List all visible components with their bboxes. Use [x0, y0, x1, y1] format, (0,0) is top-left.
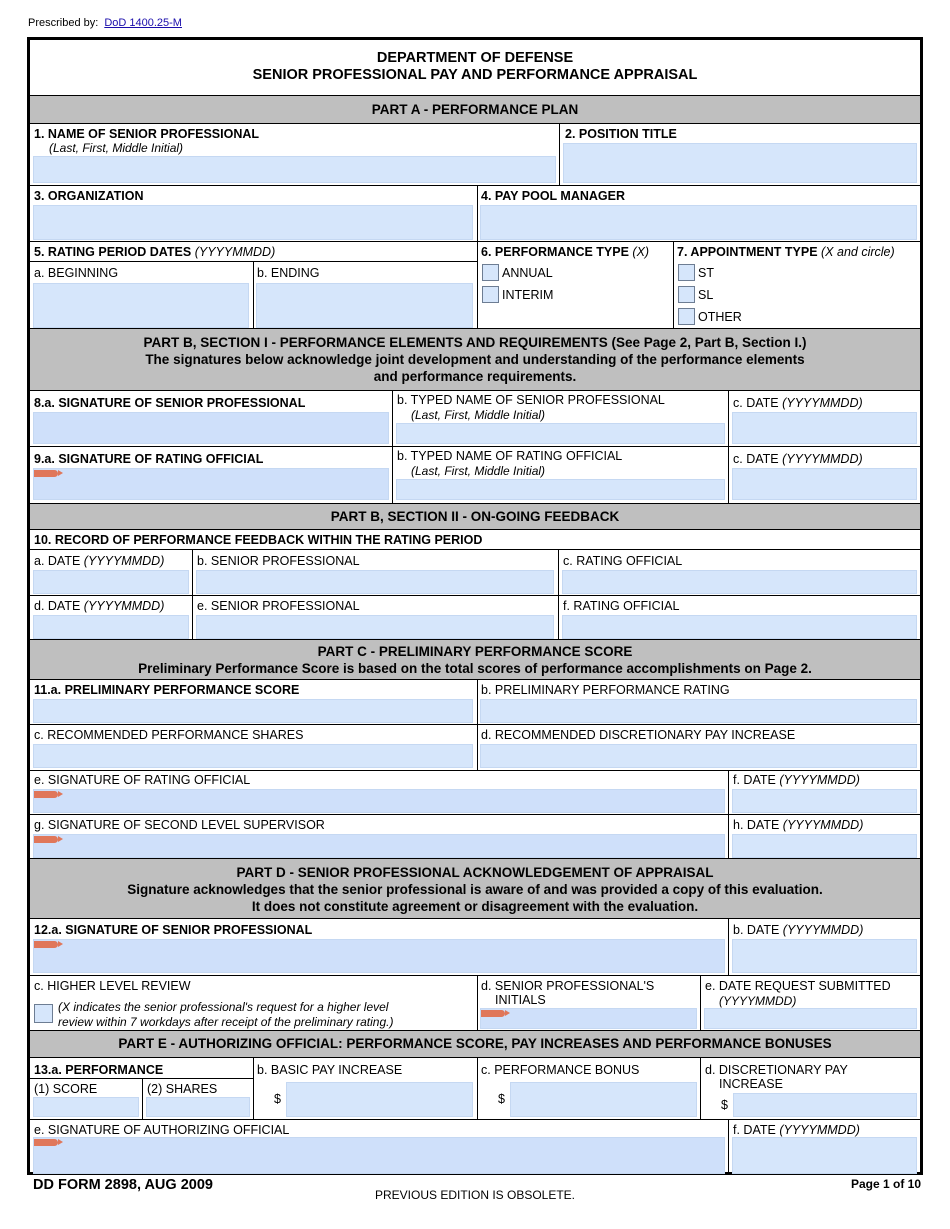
field-9b-sub: (Last, First, Middle Initial) — [411, 464, 546, 478]
form-title — [30, 50, 920, 84]
date-8c-field[interactable] — [732, 412, 917, 444]
interim-label: INTERIM — [502, 288, 554, 302]
field-5b-label: b. ENDING — [257, 266, 320, 280]
field-11c-label: c. RECOMMENDED PERFORMANCE SHARES — [34, 728, 304, 742]
ending-date-field[interactable] — [256, 283, 473, 328]
currency-c: $ — [498, 1092, 505, 1106]
st-label: ST — [698, 266, 714, 280]
field-8b-label: b. TYPED NAME OF SENIOR PROFESSIONAL — [397, 393, 665, 407]
date-12b-field[interactable] — [732, 939, 917, 973]
field-12e-label2: (YYYYMMDD) — [719, 994, 797, 1008]
signature-rating-official-11e[interactable] — [33, 789, 725, 813]
field-11g-label: g. SIGNATURE OF SECOND LEVEL SUPERVISOR — [34, 818, 325, 832]
field-12a-label: 12.a. SIGNATURE OF SENIOR PROFESSIONAL — [34, 923, 313, 937]
field-5-label: 5. RATING PERIOD DATES (YYYYMMDD) — [34, 245, 276, 259]
recommended-shares-field[interactable] — [33, 744, 473, 768]
signature-arrow-icon — [34, 470, 58, 477]
part-b2-header: PART B, SECTION II - ON-GOING FEEDBACK — [30, 503, 920, 530]
date-13f-field[interactable] — [732, 1137, 917, 1174]
name-senior-professional-field[interactable] — [33, 156, 556, 183]
date-9c-field[interactable] — [732, 468, 917, 500]
date-11h-field[interactable] — [732, 834, 917, 858]
annual-label: ANNUAL — [502, 266, 553, 280]
field-12c-note1: (X indicates the senior professional's request for a higher level — [58, 1000, 389, 1014]
basic-pay-increase-field[interactable] — [286, 1082, 473, 1117]
field-11d-label: d. RECOMMENDED DISCRETIONARY PAY INCREASE — [481, 728, 796, 742]
currency-b: $ — [274, 1092, 281, 1106]
field-12c-label: c. HIGHER LEVEL REVIEW — [34, 979, 191, 993]
date-request-submitted-field[interactable] — [704, 1008, 917, 1029]
field-13f-label: f. DATE (YYYYMMDD) — [733, 1123, 860, 1137]
prescribed-link[interactable]: DoD 1400.25-M — [104, 17, 182, 29]
organization-field[interactable] — [33, 205, 473, 240]
field-10c-label: c. RATING OFFICIAL — [563, 554, 683, 568]
part-a-header: PART A - PERFORMANCE PLAN — [30, 95, 920, 124]
signature-second-level-11g[interactable] — [33, 834, 725, 858]
prescribed-by — [28, 17, 182, 29]
feedback-date-d-field[interactable] — [33, 615, 189, 639]
field-1-label: 1. NAME OF SENIOR PROFESSIONAL — [34, 127, 260, 141]
field-13c-label: c. PERFORMANCE BONUS — [481, 1063, 640, 1077]
field-11e-label: e. SIGNATURE OF RATING OFFICIAL — [34, 773, 251, 787]
field-12e-label1: e. DATE REQUEST SUBMITTED — [705, 979, 891, 993]
recommended-discretionary-field[interactable] — [480, 744, 917, 768]
feedback-rating-official-c-field[interactable] — [562, 570, 917, 594]
higher-level-review-checkbox[interactable] — [34, 1004, 53, 1023]
field-12d-label1: d. SENIOR PROFESSIONAL'S — [481, 979, 655, 993]
signature-senior-professional-8a[interactable] — [33, 412, 389, 444]
other-label: OTHER — [698, 310, 742, 324]
performance-bonus-field[interactable] — [510, 1082, 697, 1117]
field-13b-label: b. BASIC PAY INCREASE — [257, 1063, 403, 1077]
typed-name-rating-official-field[interactable] — [396, 479, 725, 500]
field-13e-label: e. SIGNATURE OF AUTHORIZING OFFICIAL — [34, 1123, 290, 1137]
shares-field[interactable] — [146, 1097, 250, 1117]
part-e-header: PART E - AUTHORIZING OFFICIAL: PERFORMANCE SCORE, PAY INCREASES AND PERFORMANCE BONUSES — [30, 1030, 920, 1058]
field-12b-label: b. DATE (YYYYMMDD) — [733, 923, 864, 937]
signature-arrow-icon — [34, 836, 58, 843]
field-11b-label: b. PRELIMINARY PERFORMANCE RATING — [481, 683, 730, 697]
field-13a2-label: (2) SHARES — [147, 1082, 218, 1096]
beginning-date-field[interactable] — [33, 283, 249, 328]
form-number: DD FORM 2898, AUG 2009 — [33, 1177, 213, 1193]
part-b1-header: PART B, SECTION I - PERFORMANCE ELEMENTS AND REQUIREMENTS (See Page 2, Part B, Section I.) The signatures below acknowledge joint development and understanding of the performance elements and performance requirements. — [30, 328, 920, 391]
score-field[interactable] — [33, 1097, 139, 1117]
field-11f-label: f. DATE (YYYYMMDD) — [733, 773, 860, 787]
field-5a-label: a. BEGINNING — [34, 266, 119, 280]
signature-arrow-icon — [34, 1139, 58, 1146]
field-8a-label: 8.a. SIGNATURE OF SENIOR PROFESSIONAL — [34, 396, 306, 410]
signature-authorizing-official[interactable] — [33, 1137, 725, 1174]
field-10b-label: b. SENIOR PROFESSIONAL — [197, 554, 360, 568]
field-9c-label: c. DATE (YYYYMMDD) — [733, 452, 863, 466]
position-title-field[interactable] — [563, 143, 917, 183]
field-7-label: 7. APPOINTMENT TYPE (X and circle) — [677, 245, 895, 259]
other-checkbox[interactable] — [678, 308, 695, 325]
currency-d: $ — [721, 1098, 728, 1112]
form-frame — [27, 37, 923, 1175]
page-number: Page 1 of 10 — [850, 1177, 921, 1191]
pay-pool-manager-field[interactable] — [480, 205, 917, 240]
field-1-sub: (Last, First, Middle Initial) — [49, 141, 184, 155]
field-8c-label: c. DATE (YYYYMMDD) — [733, 396, 863, 410]
field-8b-sub: (Last, First, Middle Initial) — [411, 408, 546, 422]
part-c-header: PART C - PRELIMINARY PERFORMANCE SCORE Preliminary Performance Score is based on the total scores of performance accomplishments on Page 2. — [30, 639, 920, 680]
field-10e-label: e. SENIOR PROFESSIONAL — [197, 599, 360, 613]
sl-label: SL — [698, 288, 714, 302]
field-10f-label: f. RATING OFFICIAL — [563, 599, 680, 613]
feedback-date-a-field[interactable] — [33, 570, 189, 594]
field-10d-label: d. DATE (YYYYMMDD) — [34, 599, 165, 613]
discretionary-pay-increase-field[interactable] — [733, 1093, 917, 1117]
signature-senior-professional-12a[interactable] — [33, 939, 725, 973]
field-9a-label: 9.a. SIGNATURE OF RATING OFFICIAL — [34, 452, 264, 466]
signature-arrow-icon — [34, 791, 58, 798]
feedback-rating-official-f-field[interactable] — [562, 615, 917, 639]
field-10a-label: a. DATE (YYYYMMDD) — [34, 554, 165, 568]
typed-name-senior-professional-field[interactable] — [396, 423, 725, 444]
signature-rating-official-9a[interactable] — [33, 468, 389, 500]
preliminary-rating-field[interactable] — [480, 699, 917, 723]
preliminary-score-field[interactable] — [33, 699, 473, 723]
sl-checkbox[interactable] — [678, 286, 695, 303]
field-2-label: 2. POSITION TITLE — [565, 127, 677, 141]
field-10-label: 10. RECORD OF PERFORMANCE FEEDBACK WITHIN THE RATING PERIOD — [34, 533, 483, 547]
annual-checkbox[interactable] — [482, 264, 499, 281]
st-checkbox[interactable] — [678, 264, 695, 281]
field-11h-label: h. DATE (YYYYMMDD) — [733, 818, 864, 832]
field-12d-label2: INITIALS — [495, 993, 546, 1007]
interim-checkbox[interactable] — [482, 286, 499, 303]
feedback-senior-professional-b-field[interactable] — [196, 570, 554, 594]
field-6-label: 6. PERFORMANCE TYPE (X) — [481, 245, 650, 259]
signature-arrow-icon — [481, 1010, 505, 1017]
form-title-line1: DEPARTMENT OF DEFENSE — [376, 50, 574, 66]
field-13a-label: 13.a. PERFORMANCE — [34, 1063, 164, 1077]
feedback-senior-professional-e-field[interactable] — [196, 615, 554, 639]
field-13d-label2: INCREASE — [719, 1077, 783, 1091]
field-13a1-label: (1) SCORE — [34, 1082, 98, 1096]
obsolete-note: PREVIOUS EDITION IS OBSOLETE. — [374, 1188, 576, 1202]
prescribed-label: Prescribed by: — [28, 17, 99, 29]
form-title-line2: SENIOR PROFESSIONAL PAY AND PERFORMANCE APPRAISAL — [252, 67, 698, 83]
field-11a-label: 11.a. PRELIMINARY PERFORMANCE SCORE — [34, 683, 300, 697]
part-d-header: PART D - SENIOR PROFESSIONAL ACKNOWLEDGEMENT OF APPRAISAL Signature acknowledges that the senior professional is aware of and was provided a copy of this evaluation. It does not constitute agreement or disagreement with the evaluation. — [30, 858, 920, 919]
field-3-label: 3. ORGANIZATION — [34, 189, 144, 203]
date-11f-field[interactable] — [732, 789, 917, 813]
field-4-label: 4. PAY POOL MANAGER — [481, 189, 626, 203]
signature-arrow-icon — [34, 941, 58, 948]
field-9b-label: b. TYPED NAME OF RATING OFFICIAL — [397, 449, 623, 463]
field-13d-label1: d. DISCRETIONARY PAY — [705, 1063, 848, 1077]
initials-field[interactable] — [480, 1008, 697, 1029]
field-12c-note2: review within 7 workdays after receipt of the preliminary rating.) — [58, 1015, 394, 1029]
